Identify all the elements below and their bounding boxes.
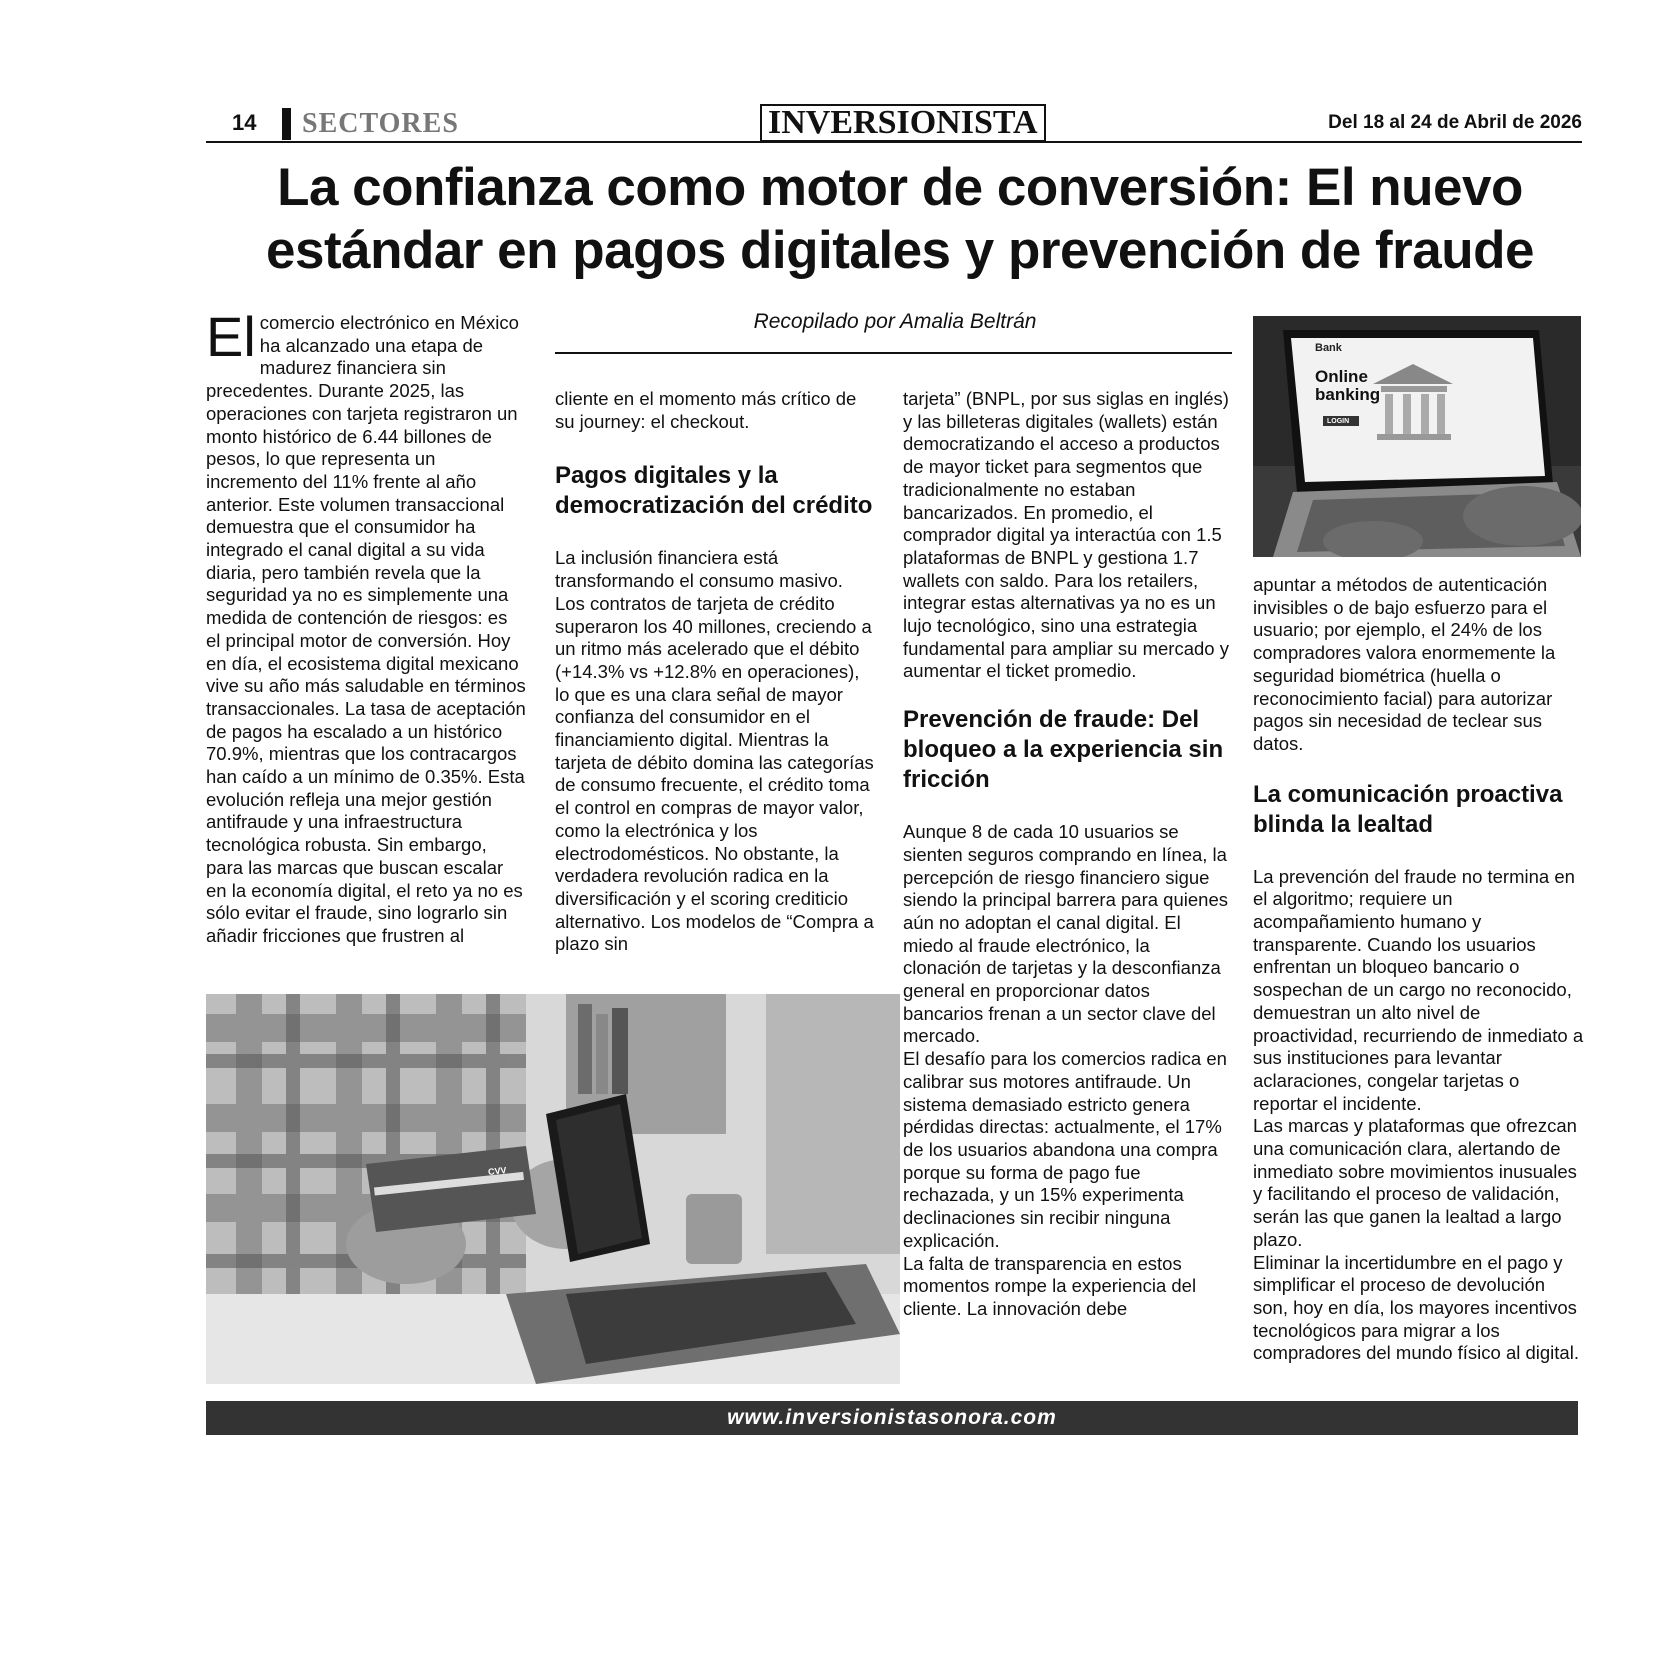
column-2 <box>555 388 875 956</box>
body-paragraph: Eliminar la incertidumbre en el pago y simplificar el proceso de devolución son, hoy en día, los mayores incentivos tecnológicos para migrar a los compradores del mundo físico al digital. <box>1253 1251 1579 1364</box>
subhead-communication: La comunicación proactiva blinda la lealtad <box>1253 780 1563 838</box>
publication-date: Del 18 al 24 de Abril de 2026 <box>1328 112 1582 133</box>
body-paragraph: Las marcas y plataformas que ofrezcan una comunicación clara, alertando de inmediato sobre movimientos inusuales y facilitando el proceso de validación, serán las que ganen la lealtad a largo plazo. <box>1253 1115 1577 1250</box>
body-paragraph: La prevención del fraude no termina en el algoritmo; requiere un acompañamiento humano y transparente. Cuando los usuarios enfrentan un bloqueo bancario o sospechan de un cargo no reconocido, demuestran un alto nivel de proactividad, recurriendo de inmediato a sus instituciones para levantar aclaraciones, congelar tarjetas o reportar el incidente. <box>1253 865 1584 1114</box>
card-cvv-label: CVV <box>487 1165 507 1177</box>
continued-text: apuntar a métodos de autenticación invisibles o de bajo esfuerzo para el usuario; por ejemplo, el 24% de los compradores valora enormemente la seguridad biométrica (huella o reconocimiento facial) para autorizar pagos sin necesidad de teclear sus datos. <box>1253 574 1556 754</box>
lead-paragraph <box>206 305 526 948</box>
subhead-credit: Pagos digitales y la democratización del crédito <box>555 462 873 520</box>
online-banking-line1: Online <box>1315 367 1368 386</box>
body-paragraph: La inclusión financiera está transformando el consumo masivo. Los contratos de tarjeta de crédito superaron los 40 millones, creciendo a un ritmo más acelerado que el débito (+14.3% vs +12.8% en operaciones), lo que es una clara señal de mayor confianza del consumidor en el financiamiento digital. Mientras la tarjeta de débito domina las categorías de consumo frecuente, el crédito toma el control en compras de mayor valor, como la electrónica y los electrodomésticos. No obstante, la verdadera revolución radica en la diversificación y el scoring crediticio alternativo. Los modelos de “Compra a plazo sin <box>555 547 874 955</box>
section-marker <box>282 108 291 140</box>
body-paragraph: La falta de transparencia en estos momentos rompe la experiencia del cliente. La innovación debe <box>903 1252 1197 1319</box>
laptop-illustration <box>1253 316 1581 557</box>
column-1 <box>206 305 526 948</box>
lead-text: comercio electrónico en México ha alcanzado una etapa de madurez financiera sin precedentes. Durante 2025, las operaciones con tarjeta registraron un monto histórico de 6.44 billones de pesos, lo que representa un incremento del 11% frente al año anterior. Este volumen transaccional demuestra que el consumidor ha integrado el canal digital a su vida diaria, pero también revela que la seguridad ya no es simplemente una medida de contención de riesgos: es el principal motor de conversión. Hoy en día, el ecosistema digital mexicano vive su año más saludable en términos transaccionales. La tasa de aceptación de pagos ha escalado a un histórico 70.9%, mientras que los contracargos han caído a un mínimo de 0.35%. Esta evolución refleja una mejor gestión antifraude y una infraestructura tecnológica robusta. Sin embargo, para las marcas que buscan escalar en la economía digital, el reto ya no es sólo evitar el fraude, sino lograrlo sin añadir fricciones que frustren al <box>206 312 526 946</box>
column-3 <box>903 388 1233 1321</box>
continued-text: tarjeta” (BNPL, por sus siglas en inglés) y las billeteras digitales (wallets) están democratizando el acceso a productos de mayor ticket para segmentos que tradicionalmente no estaban bancarizados. En promedio, el comprador digital ya interactúa con 1.5 plataformas de BNPL y gestiona 1.7 wallets con saldo. Para los retailers, integrar estas alternativas ya no es un lujo tecnológico, sino una estrategia fundamental para ampliar su mercado y aumentar el ticket promedio. <box>903 388 1229 682</box>
subhead-fraud: Prevención de fraude: Del bloqueo a la experiencia sin fricción <box>903 706 1224 794</box>
header-rule <box>206 141 1582 143</box>
continued-text: cliente en el momento más crítico de su journey: el checkout. <box>555 388 857 432</box>
login-button-label: LOGIN <box>1327 418 1350 425</box>
byline: Recopilado por Amalia Beltrán <box>753 310 1037 333</box>
bank-label: Bank <box>1315 342 1342 354</box>
section-name: SECTORES <box>302 108 459 139</box>
drop-cap: El <box>206 305 256 368</box>
credit-card-phone-photo <box>206 994 900 1384</box>
page-number: 14 <box>232 110 257 135</box>
body-paragraph: El desafío para los comercios radica en calibrar sus motores antifraude. Un sistema demasiado estricto genera pérdidas directas: actualmente, el 17% de los usuarios abandona una compra porque su forma de pago fue rechazada, y un 15% experimenta declinaciones sin recibir ninguna explicación. <box>903 1048 1227 1251</box>
footer-url[interactable]: www.inversionistasonora.com <box>727 1406 1057 1429</box>
card-phone-illustration <box>206 994 900 1384</box>
body-paragraph: Aunque 8 de cada 10 usuarios se sienten seguros comprando en línea, la percepción de riesgo financiero sigue siendo la principal barrera para quienes aún no adoptan el canal digital. El miedo al fraude electrónico, la clonación de tarjetas y la desconfianza general en proporcionar datos bancarios frenan a un sector clave del mercado. <box>903 821 1228 1047</box>
masthead-logo: INVERSIONISTA <box>760 104 1046 142</box>
byline-rule <box>555 352 1232 354</box>
online-banking-line2: banking <box>1315 385 1381 404</box>
laptop-banking-photo <box>1253 316 1581 557</box>
article-headline: La confianza como motor de conversión: El nuevo estándar en pagos digitales y prevención de fraude <box>266 158 1534 280</box>
column-4 <box>1253 574 1585 1365</box>
